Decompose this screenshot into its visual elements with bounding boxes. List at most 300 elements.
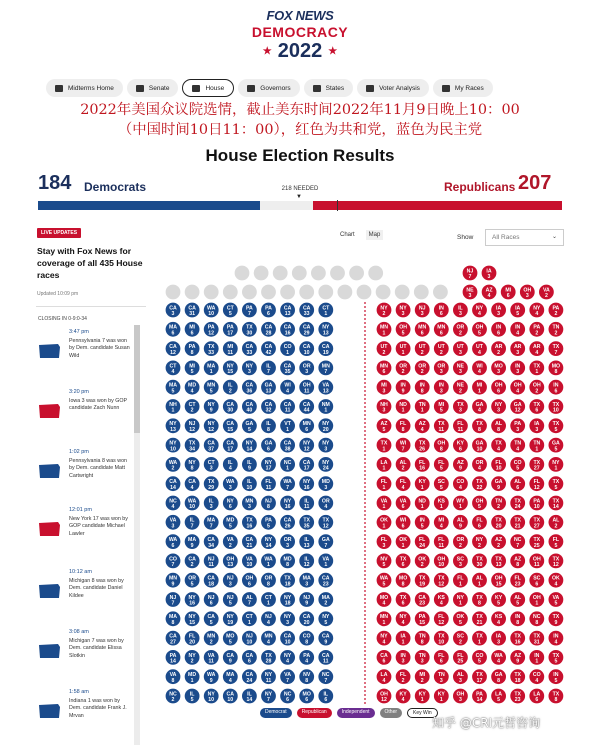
dem-seat[interactable] bbox=[166, 457, 181, 472]
rep-seat[interactable] bbox=[472, 534, 487, 549]
dem-seat[interactable] bbox=[299, 457, 314, 472]
dem-seat[interactable] bbox=[166, 496, 181, 511]
rep-seat[interactable] bbox=[434, 534, 449, 549]
dem-seat[interactable] bbox=[299, 573, 314, 588]
rep-seat[interactable] bbox=[529, 669, 544, 684]
rep-seat[interactable] bbox=[415, 515, 430, 530]
dem-seat[interactable] bbox=[185, 476, 200, 491]
dem-seat[interactable] bbox=[318, 631, 333, 646]
dem-seat[interactable] bbox=[166, 554, 181, 569]
rep-seat[interactable] bbox=[482, 285, 497, 300]
dem-seat[interactable] bbox=[242, 303, 257, 318]
dem-seat[interactable] bbox=[261, 650, 276, 665]
rep-seat[interactable] bbox=[549, 418, 564, 433]
rep-seat[interactable] bbox=[434, 689, 449, 704]
rep-seat[interactable] bbox=[510, 399, 525, 414]
dem-seat[interactable] bbox=[204, 380, 219, 395]
rep-seat[interactable] bbox=[453, 592, 468, 607]
dem-seat[interactable] bbox=[223, 592, 238, 607]
dem-seat[interactable] bbox=[242, 399, 257, 414]
dem-seat[interactable] bbox=[318, 650, 333, 665]
rep-seat[interactable] bbox=[472, 303, 487, 318]
rep-seat[interactable] bbox=[549, 592, 564, 607]
rep-seat[interactable] bbox=[377, 399, 392, 414]
dem-seat[interactable] bbox=[318, 361, 333, 376]
dem-seat[interactable] bbox=[261, 438, 276, 453]
rep-seat[interactable] bbox=[415, 534, 430, 549]
dem-seat[interactable] bbox=[166, 438, 181, 453]
dem-seat[interactable] bbox=[299, 361, 314, 376]
dem-seat[interactable] bbox=[318, 303, 333, 318]
rep-seat[interactable] bbox=[529, 341, 544, 356]
rep-seat[interactable] bbox=[472, 631, 487, 646]
dem-seat[interactable] bbox=[185, 399, 200, 414]
tab-my-races[interactable] bbox=[433, 79, 493, 97]
dem-seat[interactable] bbox=[280, 438, 295, 453]
rep-seat[interactable] bbox=[549, 380, 564, 395]
dem-seat[interactable] bbox=[185, 322, 200, 337]
pending-seat[interactable] bbox=[376, 285, 391, 300]
rep-seat[interactable] bbox=[529, 457, 544, 472]
rep-seat[interactable] bbox=[529, 476, 544, 491]
rep-seat[interactable] bbox=[549, 669, 564, 684]
dem-seat[interactable] bbox=[242, 631, 257, 646]
dem-seat[interactable] bbox=[318, 669, 333, 684]
dem-seat[interactable] bbox=[185, 650, 200, 665]
rep-seat[interactable] bbox=[510, 476, 525, 491]
rep-seat[interactable] bbox=[463, 266, 478, 281]
rep-seat[interactable] bbox=[549, 457, 564, 472]
feed-item[interactable] bbox=[36, 629, 132, 693]
rep-seat[interactable] bbox=[396, 650, 411, 665]
dem-seat[interactable] bbox=[299, 534, 314, 549]
dem-seat[interactable] bbox=[299, 303, 314, 318]
dem-seat[interactable] bbox=[166, 399, 181, 414]
dem-seat[interactable] bbox=[223, 476, 238, 491]
dem-seat[interactable] bbox=[318, 476, 333, 491]
rep-seat[interactable] bbox=[491, 418, 506, 433]
pending-seat[interactable] bbox=[166, 285, 181, 300]
dem-seat[interactable] bbox=[280, 457, 295, 472]
rep-seat[interactable] bbox=[453, 476, 468, 491]
pending-seat[interactable] bbox=[261, 285, 276, 300]
pending-seat[interactable] bbox=[349, 266, 364, 281]
dem-seat[interactable] bbox=[242, 611, 257, 626]
rep-seat[interactable] bbox=[453, 303, 468, 318]
rep-seat[interactable] bbox=[472, 361, 487, 376]
rep-seat[interactable] bbox=[549, 611, 564, 626]
rep-seat[interactable] bbox=[415, 592, 430, 607]
dem-seat[interactable] bbox=[185, 341, 200, 356]
dem-seat[interactable] bbox=[185, 611, 200, 626]
rep-seat[interactable] bbox=[472, 380, 487, 395]
rep-seat[interactable] bbox=[453, 380, 468, 395]
tab-house[interactable] bbox=[182, 79, 234, 97]
dem-seat[interactable] bbox=[185, 496, 200, 511]
dem-seat[interactable] bbox=[204, 476, 219, 491]
dem-seat[interactable] bbox=[261, 534, 276, 549]
rep-seat[interactable] bbox=[396, 322, 411, 337]
rep-seat[interactable] bbox=[472, 418, 487, 433]
pending-seat[interactable] bbox=[368, 266, 383, 281]
rep-seat[interactable] bbox=[491, 669, 506, 684]
dem-seat[interactable] bbox=[318, 592, 333, 607]
rep-seat[interactable] bbox=[472, 341, 487, 356]
rep-seat[interactable] bbox=[377, 611, 392, 626]
dem-seat[interactable] bbox=[204, 650, 219, 665]
dem-seat[interactable] bbox=[280, 592, 295, 607]
tab-governors[interactable] bbox=[238, 79, 299, 97]
dem-seat[interactable] bbox=[261, 515, 276, 530]
dem-seat[interactable] bbox=[242, 438, 257, 453]
dem-seat[interactable] bbox=[318, 418, 333, 433]
dem-seat[interactable] bbox=[166, 631, 181, 646]
dem-seat[interactable] bbox=[299, 689, 314, 704]
dem-seat[interactable] bbox=[261, 341, 276, 356]
dem-seat[interactable] bbox=[223, 303, 238, 318]
dem-seat[interactable] bbox=[318, 322, 333, 337]
rep-seat[interactable] bbox=[377, 534, 392, 549]
rep-seat[interactable] bbox=[472, 399, 487, 414]
rep-seat[interactable] bbox=[510, 341, 525, 356]
rep-seat[interactable] bbox=[415, 380, 430, 395]
dem-seat[interactable] bbox=[318, 689, 333, 704]
dem-seat[interactable] bbox=[242, 380, 257, 395]
rep-seat[interactable] bbox=[529, 650, 544, 665]
tab-states[interactable] bbox=[304, 79, 353, 97]
dem-seat[interactable] bbox=[299, 322, 314, 337]
dem-seat[interactable] bbox=[299, 554, 314, 569]
rep-seat[interactable] bbox=[434, 669, 449, 684]
rep-seat[interactable] bbox=[491, 650, 506, 665]
dem-seat[interactable] bbox=[223, 322, 238, 337]
rep-seat[interactable] bbox=[501, 285, 516, 300]
rep-seat[interactable] bbox=[377, 496, 392, 511]
dem-seat[interactable] bbox=[204, 515, 219, 530]
pending-seat[interactable] bbox=[235, 266, 250, 281]
rep-seat[interactable] bbox=[549, 476, 564, 491]
dem-seat[interactable] bbox=[204, 418, 219, 433]
rep-seat[interactable] bbox=[510, 380, 525, 395]
tab-midterms-home[interactable] bbox=[46, 79, 123, 97]
rep-seat[interactable] bbox=[377, 592, 392, 607]
rep-seat[interactable] bbox=[472, 554, 487, 569]
rep-seat[interactable] bbox=[529, 438, 544, 453]
pending-seat[interactable] bbox=[311, 266, 326, 281]
rep-seat[interactable] bbox=[472, 515, 487, 530]
dem-seat[interactable] bbox=[185, 592, 200, 607]
rep-seat[interactable] bbox=[549, 573, 564, 588]
dem-seat[interactable] bbox=[318, 573, 333, 588]
rep-seat[interactable] bbox=[377, 689, 392, 704]
rep-seat[interactable] bbox=[491, 611, 506, 626]
dem-seat[interactable] bbox=[185, 631, 200, 646]
dem-seat[interactable] bbox=[223, 399, 238, 414]
rep-seat[interactable] bbox=[491, 399, 506, 414]
dem-seat[interactable] bbox=[280, 554, 295, 569]
dem-seat[interactable] bbox=[280, 534, 295, 549]
dem-seat[interactable] bbox=[280, 361, 295, 376]
rep-seat[interactable] bbox=[549, 399, 564, 414]
rep-seat[interactable] bbox=[520, 285, 535, 300]
pending-seat[interactable] bbox=[204, 285, 219, 300]
rep-seat[interactable] bbox=[377, 361, 392, 376]
feed-scrollbar[interactable] bbox=[134, 325, 140, 745]
dem-seat[interactable] bbox=[280, 631, 295, 646]
rep-seat[interactable] bbox=[434, 592, 449, 607]
dem-seat[interactable] bbox=[318, 611, 333, 626]
fox-news-logo[interactable] bbox=[248, 8, 352, 63]
dem-seat[interactable] bbox=[280, 418, 295, 433]
dem-seat[interactable] bbox=[223, 611, 238, 626]
pending-seat[interactable] bbox=[242, 285, 257, 300]
rep-seat[interactable] bbox=[396, 457, 411, 472]
rep-seat[interactable] bbox=[377, 573, 392, 588]
rep-seat[interactable] bbox=[434, 573, 449, 588]
dem-seat[interactable] bbox=[261, 592, 276, 607]
rep-seat[interactable] bbox=[434, 341, 449, 356]
rep-seat[interactable] bbox=[491, 631, 506, 646]
rep-seat[interactable] bbox=[472, 592, 487, 607]
feed-item[interactable] bbox=[36, 449, 132, 513]
rep-seat[interactable] bbox=[453, 438, 468, 453]
dem-seat[interactable] bbox=[223, 438, 238, 453]
rep-seat[interactable] bbox=[377, 476, 392, 491]
rep-seat[interactable] bbox=[491, 515, 506, 530]
rep-seat[interactable] bbox=[396, 380, 411, 395]
dem-seat[interactable] bbox=[299, 631, 314, 646]
dem-seat[interactable] bbox=[166, 476, 181, 491]
rep-seat[interactable] bbox=[510, 418, 525, 433]
dem-seat[interactable] bbox=[242, 592, 257, 607]
rep-seat[interactable] bbox=[415, 418, 430, 433]
rep-seat[interactable] bbox=[510, 534, 525, 549]
rep-seat[interactable] bbox=[415, 689, 430, 704]
rep-seat[interactable] bbox=[472, 322, 487, 337]
rep-seat[interactable] bbox=[472, 476, 487, 491]
dem-seat[interactable] bbox=[204, 361, 219, 376]
rep-seat[interactable] bbox=[529, 418, 544, 433]
rep-seat[interactable] bbox=[396, 689, 411, 704]
rep-seat[interactable] bbox=[396, 303, 411, 318]
dem-seat[interactable] bbox=[223, 361, 238, 376]
rep-seat[interactable] bbox=[529, 361, 544, 376]
rep-seat[interactable] bbox=[415, 399, 430, 414]
dem-seat[interactable] bbox=[185, 515, 200, 530]
rep-seat[interactable] bbox=[415, 650, 430, 665]
rep-seat[interactable] bbox=[396, 573, 411, 588]
rep-seat[interactable] bbox=[415, 476, 430, 491]
rep-seat[interactable] bbox=[549, 341, 564, 356]
dem-seat[interactable] bbox=[299, 611, 314, 626]
dem-seat[interactable] bbox=[185, 418, 200, 433]
dem-seat[interactable] bbox=[242, 554, 257, 569]
dem-seat[interactable] bbox=[280, 380, 295, 395]
dem-seat[interactable] bbox=[223, 496, 238, 511]
rep-seat[interactable] bbox=[396, 361, 411, 376]
dem-seat[interactable] bbox=[261, 322, 276, 337]
rep-seat[interactable] bbox=[472, 689, 487, 704]
rep-seat[interactable] bbox=[472, 496, 487, 511]
dem-seat[interactable] bbox=[166, 534, 181, 549]
dem-seat[interactable] bbox=[261, 631, 276, 646]
dem-seat[interactable] bbox=[204, 611, 219, 626]
rep-seat[interactable] bbox=[415, 322, 430, 337]
dem-seat[interactable] bbox=[223, 341, 238, 356]
rep-seat[interactable] bbox=[529, 611, 544, 626]
dem-seat[interactable] bbox=[261, 361, 276, 376]
rep-seat[interactable] bbox=[491, 496, 506, 511]
dem-seat[interactable] bbox=[280, 515, 295, 530]
rep-seat[interactable] bbox=[510, 611, 525, 626]
rep-seat[interactable] bbox=[510, 457, 525, 472]
pending-seat[interactable] bbox=[185, 285, 200, 300]
rep-seat[interactable] bbox=[377, 380, 392, 395]
rep-seat[interactable] bbox=[510, 554, 525, 569]
rep-seat[interactable] bbox=[549, 515, 564, 530]
rep-seat[interactable] bbox=[510, 496, 525, 511]
dem-seat[interactable] bbox=[261, 554, 276, 569]
dem-seat[interactable] bbox=[204, 631, 219, 646]
rep-seat[interactable] bbox=[453, 457, 468, 472]
pending-seat[interactable] bbox=[433, 285, 448, 300]
rep-seat[interactable] bbox=[472, 611, 487, 626]
rep-seat[interactable] bbox=[396, 534, 411, 549]
dem-seat[interactable] bbox=[280, 573, 295, 588]
dem-seat[interactable] bbox=[261, 399, 276, 414]
pending-seat[interactable] bbox=[330, 266, 345, 281]
dem-seat[interactable] bbox=[299, 592, 314, 607]
rep-seat[interactable] bbox=[510, 361, 525, 376]
feed-item[interactable] bbox=[36, 689, 132, 749]
dem-seat[interactable] bbox=[204, 669, 219, 684]
rep-seat[interactable] bbox=[510, 322, 525, 337]
rep-seat[interactable] bbox=[453, 534, 468, 549]
tab-voter-analysis[interactable] bbox=[357, 79, 429, 97]
rep-seat[interactable] bbox=[396, 554, 411, 569]
rep-seat[interactable] bbox=[549, 496, 564, 511]
rep-seat[interactable] bbox=[491, 322, 506, 337]
rep-seat[interactable] bbox=[377, 554, 392, 569]
rep-seat[interactable] bbox=[529, 322, 544, 337]
rep-seat[interactable] bbox=[453, 573, 468, 588]
dem-seat[interactable] bbox=[242, 418, 257, 433]
dem-seat[interactable] bbox=[261, 573, 276, 588]
pending-seat[interactable] bbox=[223, 285, 238, 300]
dem-seat[interactable] bbox=[242, 496, 257, 511]
dem-seat[interactable] bbox=[166, 418, 181, 433]
rep-seat[interactable] bbox=[529, 554, 544, 569]
rep-seat[interactable] bbox=[549, 689, 564, 704]
dem-seat[interactable] bbox=[318, 515, 333, 530]
rep-seat[interactable] bbox=[434, 515, 449, 530]
dem-seat[interactable] bbox=[223, 573, 238, 588]
dem-seat[interactable] bbox=[223, 380, 238, 395]
rep-seat[interactable] bbox=[491, 457, 506, 472]
dem-seat[interactable] bbox=[185, 573, 200, 588]
dem-seat[interactable] bbox=[204, 554, 219, 569]
rep-seat[interactable] bbox=[491, 476, 506, 491]
dem-seat[interactable] bbox=[261, 303, 276, 318]
rep-seat[interactable] bbox=[529, 573, 544, 588]
rep-seat[interactable] bbox=[482, 266, 497, 281]
dem-seat[interactable] bbox=[166, 322, 181, 337]
dem-seat[interactable] bbox=[223, 418, 238, 433]
rep-seat[interactable] bbox=[549, 554, 564, 569]
dem-seat[interactable] bbox=[223, 515, 238, 530]
dem-seat[interactable] bbox=[185, 669, 200, 684]
dem-seat[interactable] bbox=[242, 457, 257, 472]
dem-seat[interactable] bbox=[261, 496, 276, 511]
rep-seat[interactable] bbox=[415, 631, 430, 646]
pending-seat[interactable] bbox=[273, 266, 288, 281]
rep-seat[interactable] bbox=[415, 573, 430, 588]
rep-seat[interactable] bbox=[377, 631, 392, 646]
rep-seat[interactable] bbox=[453, 669, 468, 684]
rep-seat[interactable] bbox=[453, 554, 468, 569]
rep-seat[interactable] bbox=[453, 418, 468, 433]
rep-seat[interactable] bbox=[510, 689, 525, 704]
rep-seat[interactable] bbox=[529, 399, 544, 414]
dem-seat[interactable] bbox=[166, 689, 181, 704]
feed-item[interactable] bbox=[36, 507, 132, 571]
dem-seat[interactable] bbox=[166, 669, 181, 684]
rep-seat[interactable] bbox=[434, 399, 449, 414]
rep-seat[interactable] bbox=[453, 631, 468, 646]
rep-seat[interactable] bbox=[396, 515, 411, 530]
dem-seat[interactable] bbox=[261, 380, 276, 395]
rep-seat[interactable] bbox=[396, 341, 411, 356]
rep-seat[interactable] bbox=[453, 361, 468, 376]
rep-seat[interactable] bbox=[396, 669, 411, 684]
dem-seat[interactable] bbox=[299, 515, 314, 530]
dem-seat[interactable] bbox=[280, 322, 295, 337]
rep-seat[interactable] bbox=[453, 515, 468, 530]
rep-seat[interactable] bbox=[434, 322, 449, 337]
rep-seat[interactable] bbox=[377, 515, 392, 530]
dem-seat[interactable] bbox=[299, 341, 314, 356]
dem-seat[interactable] bbox=[223, 669, 238, 684]
rep-seat[interactable] bbox=[529, 689, 544, 704]
scrollbar-thumb[interactable] bbox=[134, 325, 140, 433]
dem-seat[interactable] bbox=[166, 592, 181, 607]
dem-seat[interactable] bbox=[261, 689, 276, 704]
dem-seat[interactable] bbox=[185, 361, 200, 376]
dem-seat[interactable] bbox=[280, 650, 295, 665]
dem-seat[interactable] bbox=[166, 341, 181, 356]
dem-seat[interactable] bbox=[318, 496, 333, 511]
rep-seat[interactable] bbox=[529, 515, 544, 530]
dem-seat[interactable] bbox=[242, 573, 257, 588]
pending-seat[interactable] bbox=[254, 266, 269, 281]
rep-seat[interactable] bbox=[453, 689, 468, 704]
rep-seat[interactable] bbox=[396, 438, 411, 453]
dem-seat[interactable] bbox=[242, 689, 257, 704]
dem-seat[interactable] bbox=[280, 689, 295, 704]
dem-seat[interactable] bbox=[242, 476, 257, 491]
rep-seat[interactable] bbox=[491, 554, 506, 569]
dem-seat[interactable] bbox=[166, 650, 181, 665]
map-view-button[interactable]: Map bbox=[366, 230, 384, 240]
rep-seat[interactable] bbox=[510, 631, 525, 646]
rep-seat[interactable] bbox=[415, 554, 430, 569]
pending-seat[interactable] bbox=[357, 285, 372, 300]
rep-seat[interactable] bbox=[415, 669, 430, 684]
rep-seat[interactable] bbox=[510, 573, 525, 588]
rep-seat[interactable] bbox=[396, 399, 411, 414]
dem-seat[interactable] bbox=[185, 534, 200, 549]
rep-seat[interactable] bbox=[377, 438, 392, 453]
